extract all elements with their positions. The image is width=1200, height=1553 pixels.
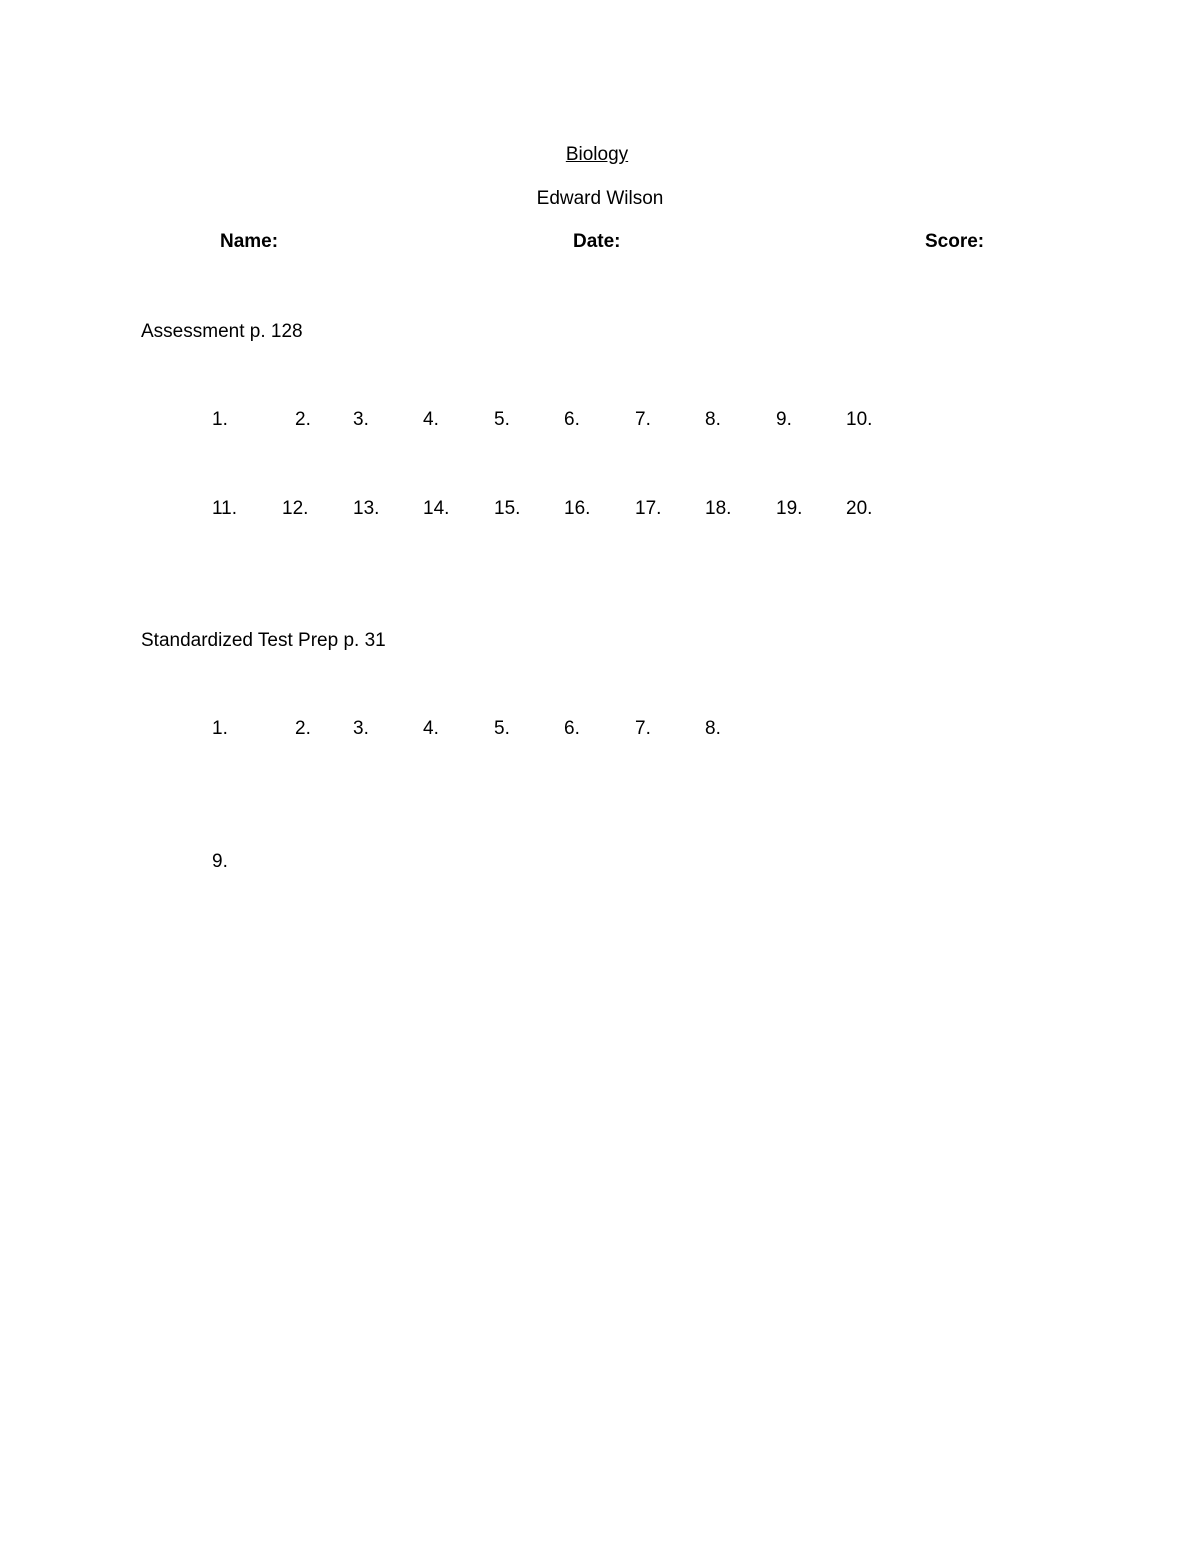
question-number: 14. bbox=[423, 498, 450, 519]
course-title: Biology bbox=[565, 144, 629, 165]
question-number: 15. bbox=[494, 498, 521, 519]
question-number: 8. bbox=[705, 718, 721, 739]
question-number: 18. bbox=[705, 498, 732, 519]
question-number: 1. bbox=[212, 409, 228, 430]
question-number: 13. bbox=[353, 498, 380, 519]
date-label: Date: bbox=[573, 231, 621, 252]
name-label: Name: bbox=[220, 231, 279, 252]
question-number: 20. bbox=[846, 498, 873, 519]
question-number: 9. bbox=[212, 851, 228, 872]
question-number: 7. bbox=[635, 409, 651, 430]
question-number: 12. bbox=[282, 498, 309, 519]
question-number: 6. bbox=[564, 409, 580, 430]
question-number: 16. bbox=[564, 498, 591, 519]
question-number: 4. bbox=[423, 409, 439, 430]
question-number: 17. bbox=[635, 498, 662, 519]
section-title-assessment: Assessment p. 128 bbox=[141, 321, 303, 342]
score-label: Score: bbox=[925, 231, 985, 252]
question-number: 10. bbox=[846, 409, 873, 430]
question-number: 6. bbox=[564, 718, 580, 739]
question-number: 2. bbox=[295, 718, 311, 739]
question-number: 1. bbox=[212, 718, 228, 739]
question-number: 9. bbox=[776, 409, 792, 430]
question-number: 8. bbox=[705, 409, 721, 430]
section-title-test-prep: Standardized Test Prep p. 31 bbox=[141, 630, 386, 651]
question-number: 3. bbox=[353, 409, 369, 430]
question-number: 5. bbox=[494, 409, 510, 430]
question-number: 11. bbox=[212, 498, 238, 519]
question-number: 19. bbox=[776, 498, 803, 519]
question-number: 5. bbox=[494, 718, 510, 739]
teacher-name: Edward Wilson bbox=[536, 188, 664, 209]
question-number: 3. bbox=[353, 718, 369, 739]
question-number: 4. bbox=[423, 718, 439, 739]
question-number: 7. bbox=[635, 718, 651, 739]
question-number: 2. bbox=[295, 409, 311, 430]
